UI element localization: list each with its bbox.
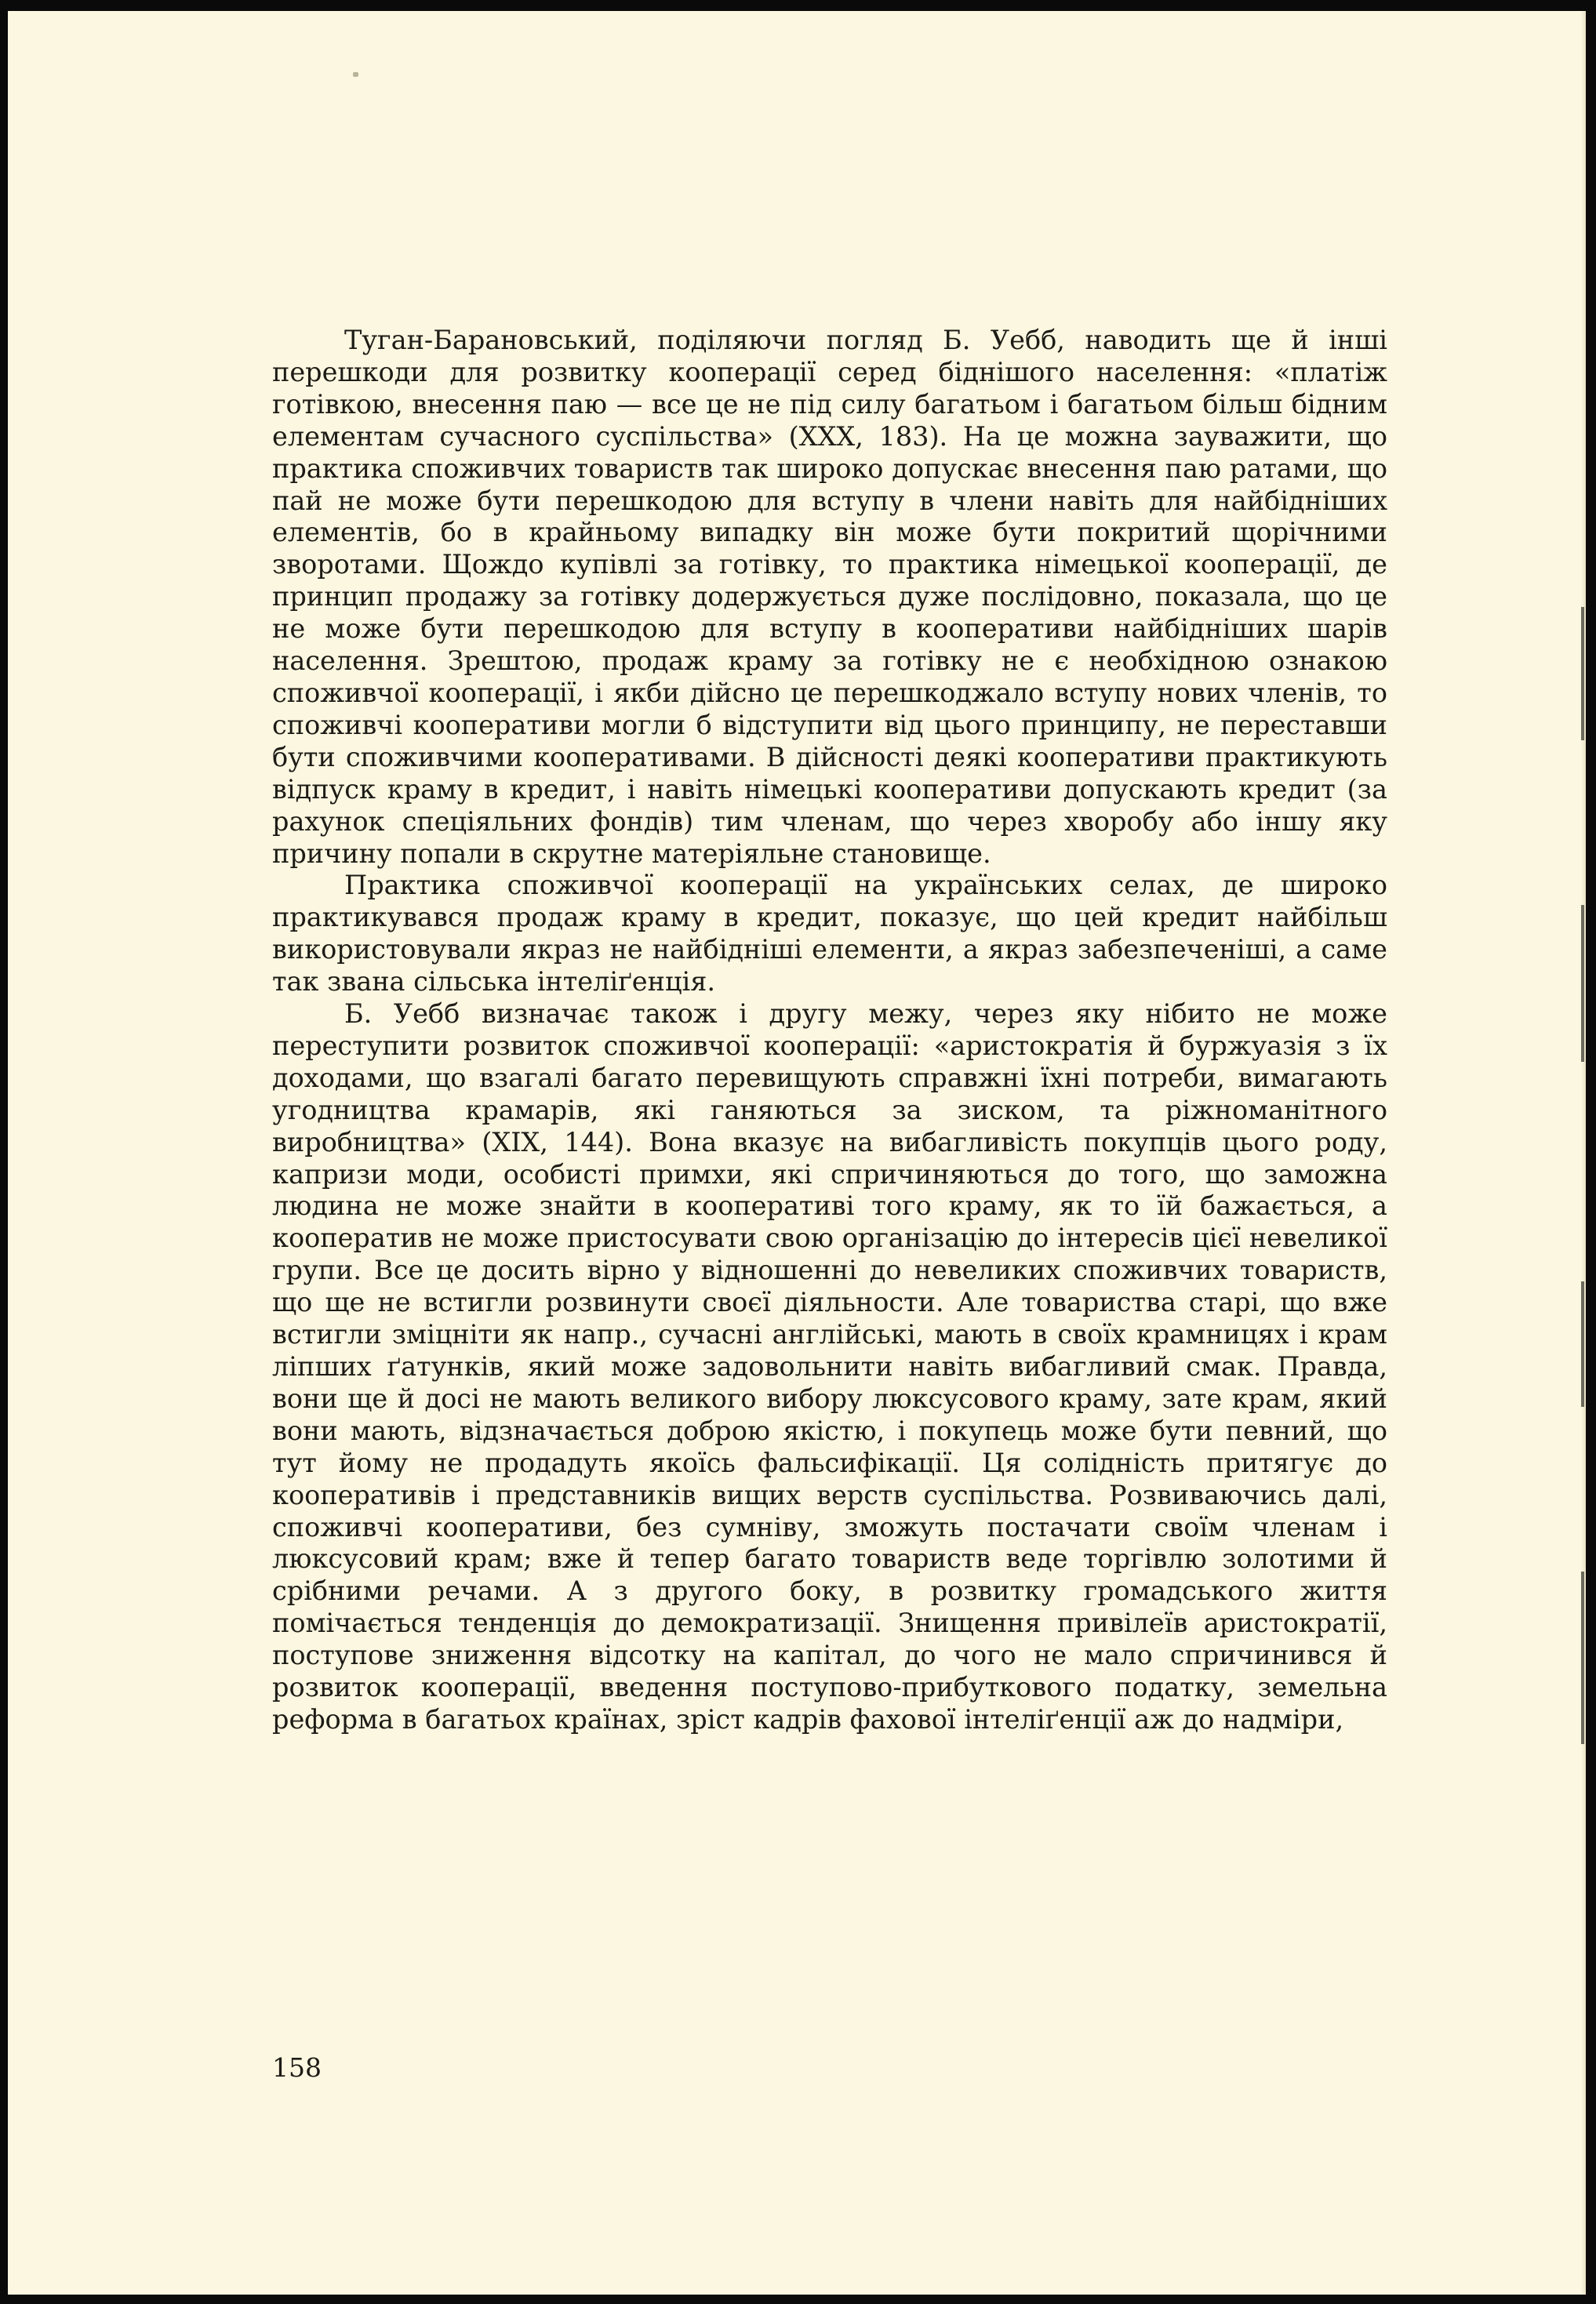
- paragraph-3: Б. Уебб визначає також і другу межу, через яку нібито не може переступити розвиток споживчої кооперації: «аристократія й буржуазія з їх доходами, що взагалі багато перевищують справжні їхні потреби, вимагають угодництва крамарів, які ганяються за зиском, та ріжноманітного виробництва» (XIX, 144). Вона вказує на вибагливість покупців цього роду, капризи моди, особисті примхи, які спричиняються до того, що заможна людина не може знайти в кооперативі того краму, як то їй бажається, а кооператив не може пристосувати свою організацію до інтересів цієї невеликої групи. Все це досить вірно у відношенні до невеликих споживчих товариств, що ще не встигли розвинути своєї діяльности. Але товариства старі, що вже встигли зміцніти як напр., сучасні англійські, мають в своїх крамницях і крам ліпших ґатунків, який може задовольнити навіть вибагливий смак. Правда, вони ще й досі не мають великого вибору люксусового краму, зате крам, який вони мають, відзначається доброю якістю, і покупець може бути певний, що тут йому не продадуть якоїсь фальсифікації. Ця солідність притягує до кооперативів і представників вищих верств суспільства. Розвиваючись далі, споживчі кооперативи, без сумніву, зможуть постачати своїм членам і люксусовий крам; вже й тепер багато товариств веде торгівлю золотими й срібними речами. А з другого боку, в розвитку громадського життя помічається тенденція до демократизації. Знищення привілеїв аристократії, поступове зниження відсотку на капітал, до чого не мало спричинився й розвиток кооперації, введення поступово-прибуткового податку, земельна реформа в багатьох країнах, зріст кадрів фахової інтеліґенції аж до надміри,: [272, 998, 1387, 1735]
- page-edge-mark: [1581, 905, 1584, 1062]
- page-edge-mark: [1581, 1572, 1584, 1744]
- page-edge-mark: [1581, 607, 1584, 740]
- page-edge-mark: [1581, 1281, 1584, 1407]
- page-edge-shadow: [1581, 11, 1586, 2295]
- paragraph-1: Туган-Барановський, поділяючи погляд Б. Уебб, наводить ще й інші перешкоди для розвитку кооперації серед біднішого населення: «платіж готівкою, внесення паю — все це не під силу багатьом і багатьом більш бідним елементам сучасного суспільства» (XXX, 183). На це можна зауважити, що практика споживчих товариств так широко допускає внесення паю ратами, що пай не може бути перешкодою для вступу в члени навіть для найбідніших елементів, бо в крайньому випадку він може бути покритий щорічними зворотами. Щождо купівлі за готівку, то практика німецької кооперації, де принцип продажу за готівку додержується дуже послідовно, показала, що це не може бути перешкодою для вступу в кооперативи найбідніших шарів населення. Зрештою, продаж краму за готівку не є необхідною ознакою споживчої кооперації, і якби дійсно це перешкоджало вступу нових членів, то споживчі кооперативи могли б відступити від цього принципу, не переставши бути споживчими кооперативами. В дійсності деякі кооперативи практикують відпуск краму в кредит, і навіть німецькі кооперативи допускають кредит (за рахунок спеціяльних фондів) тим членам, що через хворобу або іншу яку причину попали в скрутне матеріяльне становище.: [272, 325, 1387, 869]
- page-number: 158: [272, 2052, 322, 2083]
- book-page: [8, 11, 1586, 2295]
- paper-speck: [353, 72, 358, 77]
- paragraph-2: Практика споживчої кооперації на українських селах, де широко практикувався продаж краму в кредит, показує, що цей кредит найбільш використовували якраз не найбідніші елементи, а якраз забезпеченіші, а саме так звана сільська інтеліґенція.: [272, 870, 1387, 998]
- body-text: [272, 325, 1387, 1736]
